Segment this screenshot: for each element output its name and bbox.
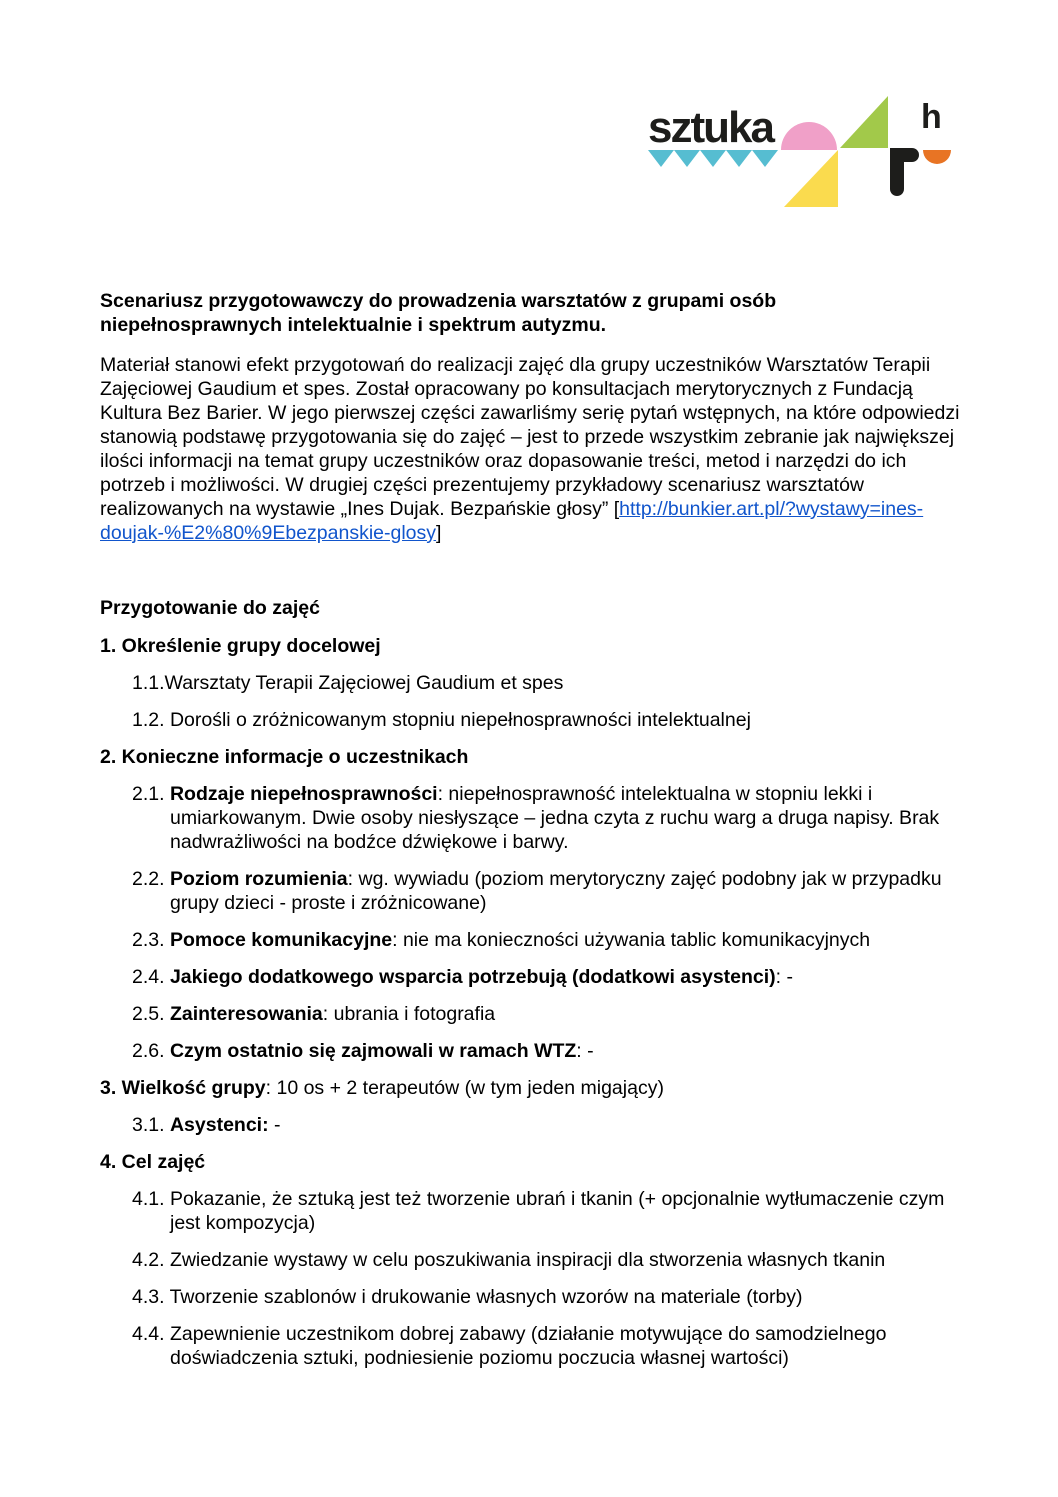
logo-teal-triangles-icon: [648, 150, 778, 167]
list-item-text: 2.3.: [132, 929, 170, 951]
green-triangle-icon: [840, 96, 888, 148]
list-item: [100, 1187, 960, 1235]
list-item-text: 4.2. Zwiedzanie wystawy w celu poszukiwania inspiracji dla stworzenia własnych tkanin: [132, 1249, 886, 1271]
list-item-label: 2. Konieczne informacje o uczestnikach: [100, 746, 469, 768]
list-item-text: 2.1.: [132, 783, 170, 805]
list-item: [100, 745, 960, 769]
list-item: [100, 1039, 960, 1063]
list-item: [100, 1322, 960, 1370]
list-item-text: -: [268, 1114, 281, 1136]
list-item-text: 4.4. Zapewnienie uczestnikom dobrej zabawy (działanie motywujące do samodzielnego doświadczenia sztuki, podniesienie poziomu poczucia własnej wartości): [132, 1323, 887, 1369]
orange-semicircle-icon: [923, 150, 951, 164]
list-item: [100, 1113, 960, 1137]
list-item-label: Poziom rozumienia: [169, 868, 348, 890]
list-item-label: Czym ostatnio się zajmowali w ramach WTZ: [169, 1040, 577, 1062]
teal-triangle-icon: [674, 150, 700, 167]
list-item-text: 2.6.: [132, 1040, 170, 1062]
teal-triangle-icon: [648, 150, 674, 167]
list-item-text: 2.4.: [132, 966, 170, 988]
exhibition-link[interactable]: http://bunkier.art.pl/?wystawy=ines-doujak-%E2%80%9Ebezpanskie-glosy: [100, 498, 924, 544]
list-item-text: 1.2. Dorośli o zróżnicowanym stopniu niepełnosprawności intelektualnej: [132, 709, 751, 731]
list-item-text: : niepełnosprawność intelektualna w stopniu lekki i umiarkowanym. Dwie osoby niesłyszące – jedna czyta z ruchu warg a druga napisy. Brak nadwrażliwości na bodźce dźwiękowe i barwy.: [170, 783, 940, 853]
list-item: [100, 1076, 960, 1100]
pink-semicircle-icon: [781, 122, 837, 150]
teal-triangle-icon: [726, 150, 752, 167]
list-item-text: : nie ma konieczności używania tablic komunikacyjnych: [392, 929, 871, 951]
yellow-triangle-icon: [784, 150, 838, 207]
list-item-label: 1. Określenie grupy docelowej: [100, 635, 381, 657]
sztuka-24h-logo: [0, 0, 1058, 240]
numeral-four-vertical-bar: [890, 148, 904, 196]
list-item-text: 2.5.: [132, 1003, 170, 1025]
list-item-label: Pomoce komunikacyjne: [169, 929, 393, 951]
list-item-label: Rodzaje niepełnosprawności: [169, 783, 438, 805]
list-item-text: 4.1. Pokazanie, że sztuką jest też tworzenie ubrań i tkanin (+ opcjonalnie wytłumaczenie czym jest kompozycja): [132, 1188, 945, 1234]
teal-triangle-icon: [700, 150, 726, 167]
list-item: [100, 965, 960, 989]
list-item: [100, 1248, 960, 1272]
list-item: [100, 634, 960, 658]
list-item-text: : -: [576, 1040, 594, 1062]
logo-letter-h: h: [921, 98, 942, 136]
teal-triangle-icon: [752, 150, 778, 167]
list-item: [100, 1285, 960, 1309]
list-item-label: 3. Wielkość grupy: [100, 1077, 266, 1099]
list-item: [100, 1150, 960, 1174]
list-item-text: 4.3. Tworzenie szablonów i drukowanie własnych wzorów na materiale (torby): [132, 1286, 803, 1308]
list-item-text: 3.1.: [132, 1114, 170, 1136]
document-content: [100, 289, 960, 1383]
list-item: [100, 708, 960, 732]
intro-paragraph: [100, 353, 960, 545]
sztuka-wordmark: sztuka: [648, 103, 773, 152]
list-item-label: Zainteresowania: [169, 1003, 323, 1025]
list-item-text: : ubrania i fotografia: [322, 1003, 496, 1025]
list-item-label: 4. Cel zajęć: [100, 1151, 206, 1173]
intro-text: Materiał stanowi efekt przygotowań do realizacji zajęć dla grupy uczestników Warsztatów Terapii Zajęciowej Gaudium et spes. Został opracowany po konsultacjach merytorycznych z Fundacją Kultura Bez Barier. W jego pierwszej części zawarliśmy serię pytań wstępnych, na które odpowiedzi stanowią podstawę przygotowania się do zajęć – jest to przede wszystkim zebranie jak największej ilości informacji na temat grupy uczestników oraz dopasowanie treści, metod i narzędzi do ich potrzeb i możliwości. W drugiej części prezentujemy przykładowy scenariusz warsztatów realizowanych na wystawie „Ines Dujak. Bezpańskie głosy” [: [100, 354, 960, 520]
section-heading: Przygotowanie do zajęć: [100, 597, 320, 619]
list-item-label: Jakiego dodatkowego wsparcia potrzebują (dodatkowi asystenci): [169, 966, 776, 988]
list-item: [100, 867, 960, 915]
intro-text-after-link: ]: [436, 522, 442, 544]
list-item: [100, 1002, 960, 1026]
list-item-text: : wg. wywiadu (poziom merytoryczny zajęć podobny jak w przypadku grupy dzieci - proste i zróżnicowane): [170, 868, 942, 914]
outline-list: [100, 634, 960, 1370]
list-item-label: Asystenci:: [169, 1114, 269, 1136]
list-item-text: : -: [775, 966, 794, 988]
list-item: [100, 928, 960, 952]
list-item: [100, 671, 960, 695]
list-item: [100, 782, 960, 854]
list-item-text: : 10 os + 2 terapeutów (w tym jeden migający): [265, 1077, 664, 1099]
list-item-text: 2.2.: [132, 868, 170, 890]
document-title: Scenariusz przygotowawczy do prowadzenia warsztatów z grupami osób niepełnosprawnych intelektualnie i spektrum autyzmu.: [100, 290, 777, 336]
list-item-text: 1.1.Warsztaty Terapii Zajęciowej Gaudium et spes: [132, 672, 564, 694]
